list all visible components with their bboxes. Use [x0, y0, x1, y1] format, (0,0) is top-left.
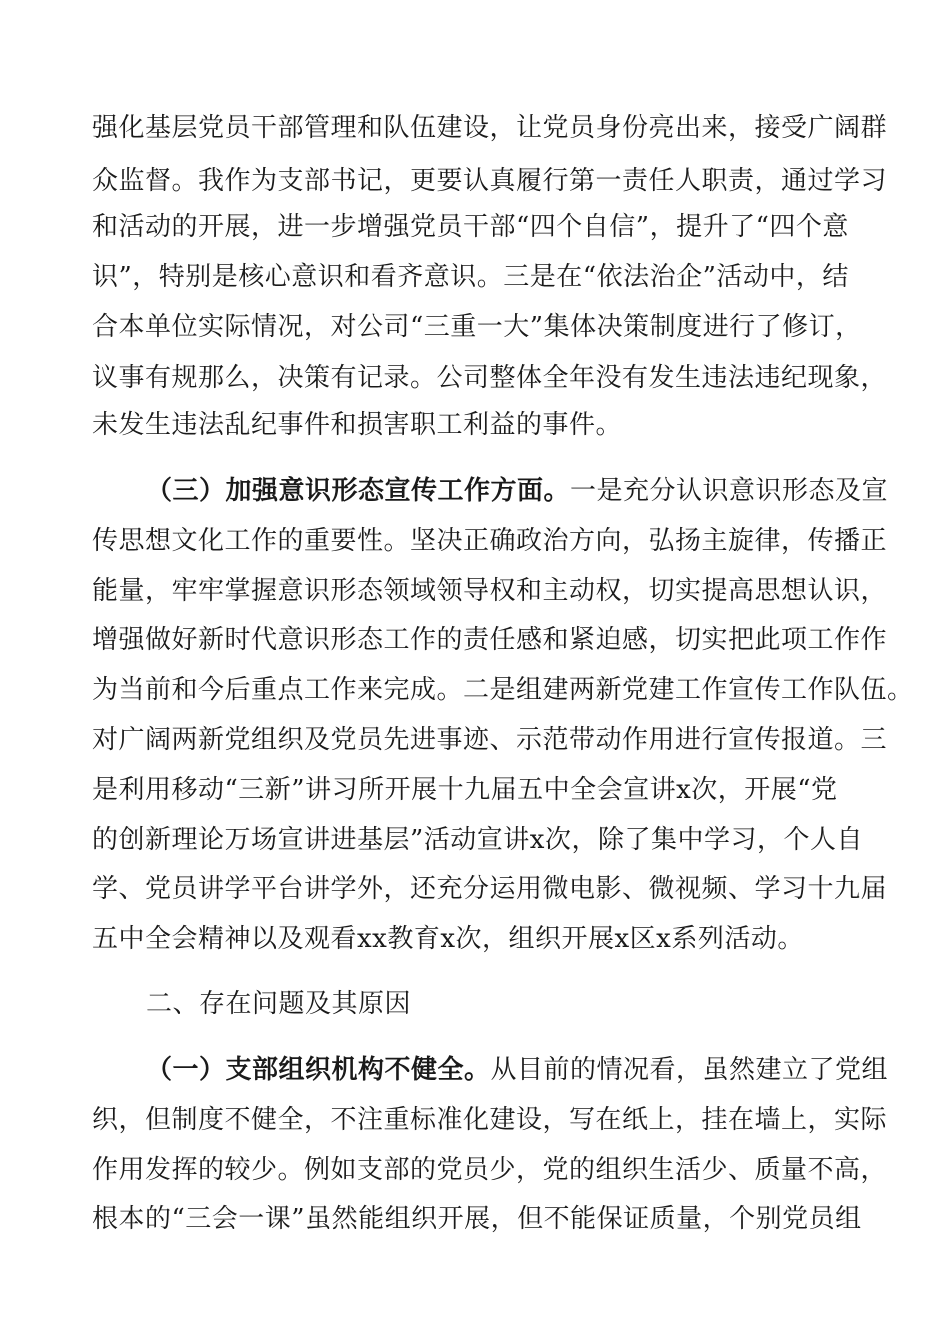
text-run: 一是充分认识意识形态及宣: [570, 476, 889, 506]
text-line: 未发生违法乱纪事件和损害职工利益的事件。: [92, 410, 623, 440]
subsection-heading: （一）支部组织机构不健全。: [146, 1055, 491, 1085]
text-line: [146, 1050, 888, 1090]
text-line: 众监督。我作为支部书记，更要认真履行第一责任人职责，通过学习: [92, 166, 888, 196]
text-line: 传思想文化工作的重要性。坚决正确政治方向，弘扬主旋律，传播正: [92, 526, 888, 556]
text-line: 是利用移动“三新”讲习所开展十九届五中全会宣讲x次，开展“党: [92, 775, 838, 805]
section-title: 二、存在问题及其原因: [146, 989, 412, 1019]
text-line: 识”，特别是核心意识和看齐意识。三是在“依法治企”活动中，结: [92, 262, 849, 292]
text-line: 织，但制度不健全，不注重标准化建设，写在纸上，挂在墙上，实际: [92, 1105, 888, 1135]
text-line: 为当前和今后重点工作来完成。二是组建两新党建工作宣传工作队伍。: [92, 675, 914, 705]
text-line: 强化基层党员干部管理和队伍建设，让党员身份亮出来，接受广阔群: [92, 113, 888, 143]
text-line: 对广阔两新党组织及党员先进事迹、示范带动作用进行宣传报道。三: [92, 725, 888, 755]
text-line: 五中全会精神以及观看xx教育x次，组织开展x区x系列活动。: [92, 924, 804, 954]
text-line: 能量，牢牢掌握意识形态领域领导权和主动权，切实提高思想认识，: [92, 576, 888, 606]
text-line: 议事有规那么，决策有记录。公司整体全年没有发生违法违纪现象，: [92, 363, 888, 393]
text-line: 学、党员讲学平台讲学外，还充分运用微电影、微视频、学习十九届: [92, 874, 888, 904]
text-run: 从目前的情况看，虽然建立了党组: [490, 1055, 889, 1085]
text-line: 合本单位实际情况，对公司“三重一大”集体决策制度进行了修订，: [92, 312, 862, 342]
text-line: [146, 471, 888, 511]
text-line: 的创新理论万场宣讲进基层”活动宣讲x次，除了集中学习，个人自: [92, 825, 863, 855]
text-line: 增强做好新时代意识形态工作的责任感和紧迫感，切实把此项工作作: [92, 625, 888, 655]
subsection-heading: （三）加强意识形态宣传工作方面。: [146, 476, 571, 506]
text-line: 作用发挥的较少。例如支部的党员少，党的组织生活少、质量不高，: [92, 1155, 888, 1185]
text-line: 和活动的开展，进一步增强党员干部“四个自信”，提升了“四个意: [92, 212, 849, 242]
text-line: 根本的“三会一课”虽然能组织开展，但不能保证质量，个别党员组: [92, 1204, 862, 1234]
